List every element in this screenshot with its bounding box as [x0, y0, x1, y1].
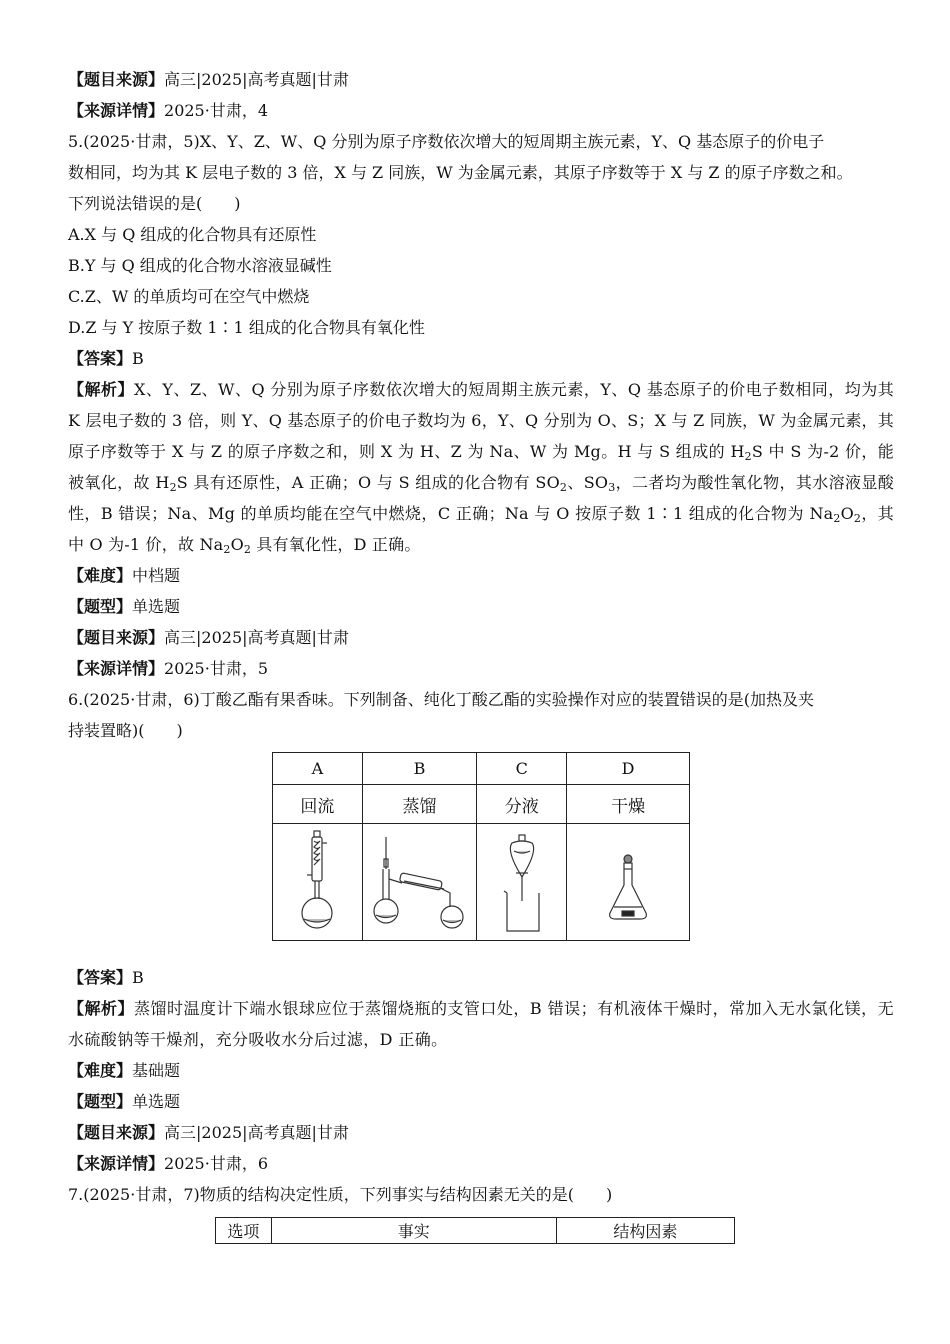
q6-detail: 【来源详情】2025·甘肃，6: [68, 1154, 269, 1173]
header-fact: 事实: [271, 1218, 556, 1244]
document-page: [68, 64, 894, 1244]
apparatus-d-cell: [567, 824, 690, 941]
q6-difficulty: 【难度】基础题: [68, 1061, 181, 1080]
q5-analysis: 【解析】X、Y、Z、W、Q 分别为原子序数依次增大的短周期主族元素，Y、Q 基态原子的价电子数相同，均为其 K 层电子数的 3 倍，则 Y、Q 基态原子的价电子数均为 6，Y、Q 分别为 O、S；X 与 Z 同族，W 为金属元素，其原子序数等于 X 与 Z 的原子序数之和，则 X 为 H、Z 为 Na、W 为 Mg。H 与 S 组成的 $H_2S$ 中 S 为-2 价，能被氧化，故 $H_2S$ 具有还原性，A 正确；O 与 S 组成的化合物有 $SO_2$、$SO_3$，二者均为酸性氧化物，其水溶液显酸性，B 错误；Na、Mg 的单质均能在空气中燃烧，C 正确；Na 与 O 按原子数 1∶1 组成的化合物为 $Na_2O_2$，其中 O 为-1 价，故 $Na_2O_2$ 具有氧化性，D 正确。: [68, 380, 894, 556]
q6-analysis: 【解析】蒸馏时温度计下端水银球应位于蒸馏烧瓶的支管口处，B 错误；有机液体干燥时，常加入无水氯化镁，无水硫酸钠等干燥剂，充分吸收水分后过滤，D 正确。: [68, 999, 894, 1049]
q5-option-c: C.Z、W 的单质均可在空气中燃烧: [68, 287, 310, 306]
q5-option-a: A.X 与 Q 组成的化合物具有还原性: [68, 225, 317, 244]
q6-answer: 【答案】B: [68, 968, 144, 987]
q5-stem-line-2: 数相同，均为其 K 层电子数的 3 倍，X 与 Z 同族，W 为金属元素，其原子序数等于 X 与 Z 的原子序数之和。: [68, 163, 853, 182]
col-letter-a: A: [273, 753, 363, 785]
q5-option-d: D.Z 与 Y 按原子数 1∶1 组成的化合物具有氧化性: [68, 318, 425, 337]
q5-detail: 【来源详情】2025·甘肃，5: [68, 659, 269, 678]
q5-answer: 【答案】B: [68, 349, 144, 368]
q5-stem-line-3: 下列说法错误的是( ): [68, 194, 241, 213]
q5-option-b: B.Y 与 Q 组成的化合物水溶液显碱性: [68, 256, 332, 275]
header-structural-factor: 结构因素: [556, 1218, 734, 1244]
q5-type: 【题型】单选题: [68, 597, 181, 616]
fact-table: [215, 1217, 735, 1244]
q6-source: 【题目来源】高三|2025|高考真题|甘肃: [68, 1123, 349, 1142]
col-letter-c: C: [477, 753, 567, 785]
apparatus-a-cell: [273, 824, 363, 941]
operation-distillation: 蒸馏: [362, 785, 477, 824]
header-option: 选项: [216, 1218, 272, 1244]
q6-stem-line-1: 6.(2025·甘肃，6)丁酸乙酯有果香味。下列制备、纯化丁酸乙酯的实验操作对应的装置错误的是(加热及夹: [68, 690, 814, 709]
reflux-apparatus-icon: [295, 829, 339, 935]
separatory-funnel-icon: [497, 829, 547, 935]
distillation-apparatus-icon: [372, 829, 468, 935]
operation-drying: 干燥: [567, 785, 690, 824]
q5-stem-line-1: 5.(2025·甘肃，5)X、Y、Z、W、Q 分别为原子序数依次增大的短周期主族元素，Y、Q 基态原子的价电子: [68, 132, 825, 151]
col-letter-b: B: [362, 753, 477, 785]
operation-separation: 分液: [477, 785, 567, 824]
drying-flask-icon: [606, 829, 650, 935]
q5-difficulty: 【难度】中档题: [68, 566, 181, 585]
q7-stem: 7.(2025·甘肃，7)物质的结构决定性质，下列事实与结构因素无关的是( ): [68, 1185, 613, 1204]
col-letter-d: D: [567, 753, 690, 785]
q4-detail: 【来源详情】2025·甘肃，4: [68, 101, 269, 120]
q6-stem-line-2: 持装置略)( ): [68, 721, 183, 740]
operation-reflux: 回流: [273, 785, 363, 824]
q6-type: 【题型】单选题: [68, 1092, 181, 1111]
apparatus-table: [272, 752, 690, 941]
apparatus-b-cell: [362, 824, 477, 941]
q5-source: 【题目来源】高三|2025|高考真题|甘肃: [68, 628, 349, 647]
apparatus-c-cell: [477, 824, 567, 941]
q4-source: 【题目来源】高三|2025|高考真题|甘肃: [68, 70, 349, 89]
